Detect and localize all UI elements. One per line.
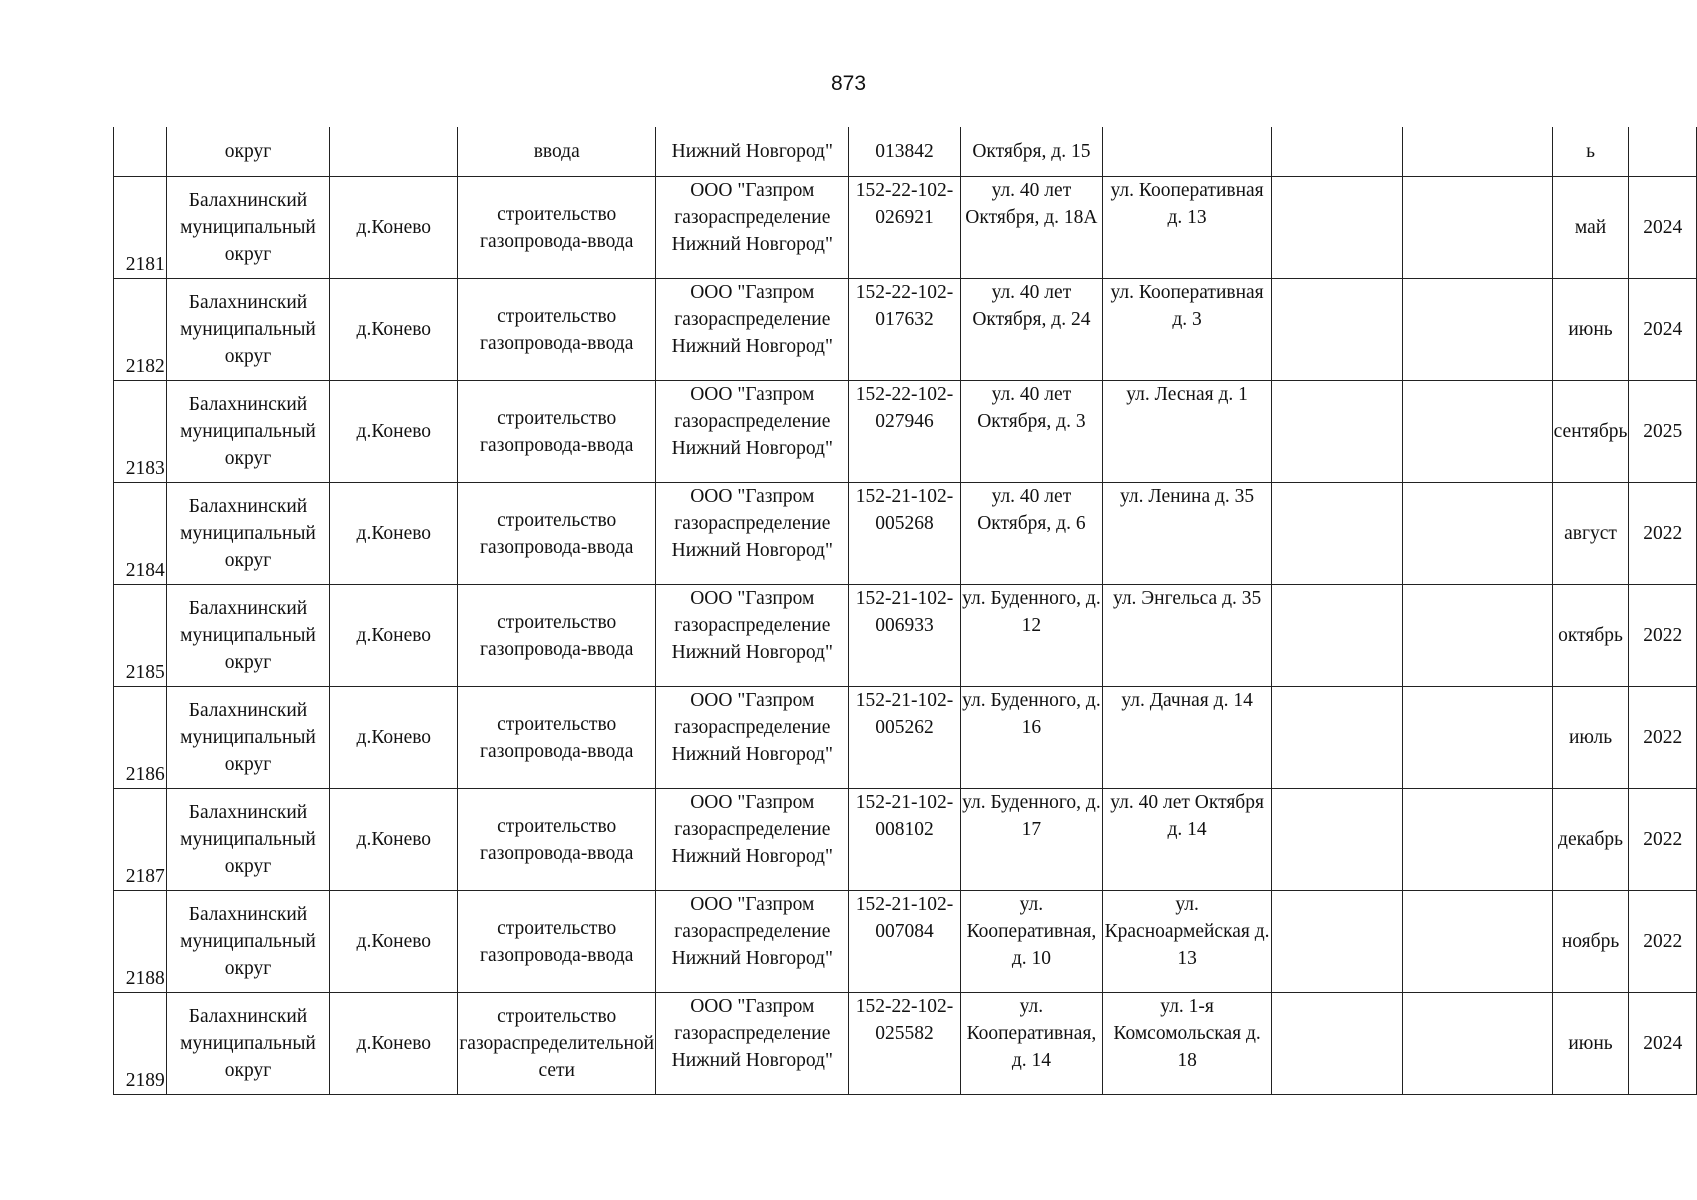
empty-cell [1271, 585, 1403, 687]
object-address-cell: ул. Кооперативная, д. 14 [960, 993, 1103, 1095]
work-type-cell: строительство газопровода-ввода [458, 687, 656, 789]
year-cell: 2025 [1629, 381, 1697, 483]
district-cell: Балахнинский муниципальный округ [166, 177, 330, 279]
operator-cell: ООО "Газпром газораспределение Нижний Новгород" [656, 687, 849, 789]
year-cell: 2022 [1629, 789, 1697, 891]
row-number: 2182 [114, 279, 167, 381]
district-cell: Балахнинский муниципальный округ [166, 483, 330, 585]
object-address-cell: ул. 40 лет Октября, д. 24 [960, 279, 1103, 381]
object-address-cell: ул. Буденного, д. 16 [960, 687, 1103, 789]
empty-cell [1403, 279, 1552, 381]
year-cell: 2022 [1629, 585, 1697, 687]
month-cell: июнь [1552, 279, 1629, 381]
year-cell: 2022 [1629, 483, 1697, 585]
district-cell: Балахнинский муниципальный округ [166, 687, 330, 789]
continued-row [114, 127, 1697, 177]
object-address-cell: ул. Кооперативная, д. 10 [960, 891, 1103, 993]
table-row [114, 483, 1697, 585]
work-type-cell: строительство газопровода-ввода [458, 789, 656, 891]
year-cell [1629, 127, 1697, 177]
operator-cell: ООО "Газпром газораспределение Нижний Новгород" [656, 483, 849, 585]
connect-address-cell: ул. Кооперативная д. 3 [1103, 279, 1272, 381]
code-cell: 152-22-102-026921 [849, 177, 960, 279]
connect-address-cell: ул. Энгельса д. 35 [1103, 585, 1272, 687]
table-row [114, 279, 1697, 381]
empty-cell [1271, 279, 1403, 381]
year-cell: 2024 [1629, 993, 1697, 1095]
month-cell: ноябрь [1552, 891, 1629, 993]
connect-address-cell: ул. Дачная д. 14 [1103, 687, 1272, 789]
object-address-cell: ул. 40 лет Октября, д. 3 [960, 381, 1103, 483]
month-cell: июнь [1552, 993, 1629, 1095]
object-address-cell: ул. 40 лет Октября, д. 18А [960, 177, 1103, 279]
month-cell: июль [1552, 687, 1629, 789]
connect-address-cell: ул. 1-я Комсомольская д. 18 [1103, 993, 1272, 1095]
work-type-cell: строительство газопровода-ввода [458, 585, 656, 687]
row-number: 2184 [114, 483, 167, 585]
locality-cell: д.Конево [330, 381, 458, 483]
month-cell: ь [1552, 127, 1629, 177]
operator-cell: ООО "Газпром газораспределение Нижний Новгород" [656, 279, 849, 381]
code-cell: 152-22-102-025582 [849, 993, 960, 1095]
table-row [114, 687, 1697, 789]
connect-address-cell: ул. Кооперативная д. 13 [1103, 177, 1272, 279]
empty-cell [1271, 381, 1403, 483]
object-address-cell: ул. Буденного, д. 12 [960, 585, 1103, 687]
empty-cell [1271, 687, 1403, 789]
row-number: 2185 [114, 585, 167, 687]
locality-cell: д.Конево [330, 993, 458, 1095]
district-cell: округ [166, 127, 330, 177]
empty-cell [1271, 891, 1403, 993]
work-type-cell: строительство газораспределительной сети [458, 993, 656, 1095]
district-cell: Балахнинский муниципальный округ [166, 585, 330, 687]
locality-cell: д.Конево [330, 177, 458, 279]
month-cell: октябрь [1552, 585, 1629, 687]
empty-cell [1403, 177, 1552, 279]
connect-address-cell: ул. 40 лет Октября д. 14 [1103, 789, 1272, 891]
connect-address-cell [1103, 127, 1272, 177]
empty-cell [1403, 127, 1552, 177]
empty-cell [1271, 993, 1403, 1095]
row-number: 2181 [114, 177, 167, 279]
object-address-cell: ул. 40 лет Октября, д. 6 [960, 483, 1103, 585]
year-cell: 2024 [1629, 279, 1697, 381]
empty-cell [1403, 381, 1552, 483]
code-cell: 152-21-102-005262 [849, 687, 960, 789]
code-cell: 013842 [849, 127, 960, 177]
connect-address-cell: ул. Ленина д. 35 [1103, 483, 1272, 585]
row-number: 2188 [114, 891, 167, 993]
empty-cell [1271, 483, 1403, 585]
connect-address-cell: ул. Красноармейская д. 13 [1103, 891, 1272, 993]
code-cell: 152-21-102-005268 [849, 483, 960, 585]
month-cell: май [1552, 177, 1629, 279]
month-cell: декабрь [1552, 789, 1629, 891]
row-number: 2187 [114, 789, 167, 891]
operator-cell: ООО "Газпром газораспределение Нижний Новгород" [656, 585, 849, 687]
empty-cell [1403, 789, 1552, 891]
year-cell: 2022 [1629, 891, 1697, 993]
code-cell: 152-21-102-006933 [849, 585, 960, 687]
row-number: 2183 [114, 381, 167, 483]
empty-cell [1403, 993, 1552, 1095]
code-cell: 152-22-102-027946 [849, 381, 960, 483]
district-cell: Балахнинский муниципальный округ [166, 891, 330, 993]
work-type-cell: ввода [458, 127, 656, 177]
empty-cell [1403, 891, 1552, 993]
empty-cell [1403, 585, 1552, 687]
district-cell: Балахнинский муниципальный округ [166, 789, 330, 891]
empty-cell [1403, 483, 1552, 585]
work-type-cell: строительство газопровода-ввода [458, 381, 656, 483]
connect-address-cell: ул. Лесная д. 1 [1103, 381, 1272, 483]
operator-cell: ООО "Газпром газораспределение Нижний Новгород" [656, 177, 849, 279]
district-cell: Балахнинский муниципальный округ [166, 381, 330, 483]
code-cell: 152-21-102-007084 [849, 891, 960, 993]
locality-cell [330, 127, 458, 177]
locality-cell: д.Конево [330, 891, 458, 993]
row-number [114, 127, 167, 177]
locality-cell: д.Конево [330, 279, 458, 381]
locality-cell: д.Конево [330, 789, 458, 891]
empty-cell [1271, 177, 1403, 279]
table-row [114, 993, 1697, 1095]
operator-cell: ООО "Газпром газораспределение Нижний Новгород" [656, 381, 849, 483]
gas-connection-table [113, 127, 1697, 1095]
district-cell: Балахнинский муниципальный округ [166, 993, 330, 1095]
code-cell: 152-22-102-017632 [849, 279, 960, 381]
work-type-cell: строительство газопровода-ввода [458, 891, 656, 993]
operator-cell: Нижний Новгород" [656, 127, 849, 177]
locality-cell: д.Конево [330, 585, 458, 687]
year-cell: 2022 [1629, 687, 1697, 789]
locality-cell: д.Конево [330, 483, 458, 585]
district-cell: Балахнинский муниципальный округ [166, 279, 330, 381]
table-row [114, 585, 1697, 687]
empty-cell [1403, 687, 1552, 789]
operator-cell: ООО "Газпром газораспределение Нижний Новгород" [656, 891, 849, 993]
row-number: 2189 [114, 993, 167, 1095]
work-type-cell: строительство газопровода-ввода [458, 279, 656, 381]
empty-cell [1271, 127, 1403, 177]
row-number: 2186 [114, 687, 167, 789]
table-row [114, 381, 1697, 483]
object-address-cell: ул. Буденного, д. 17 [960, 789, 1103, 891]
locality-cell: д.Конево [330, 687, 458, 789]
table-row [114, 891, 1697, 993]
empty-cell [1271, 789, 1403, 891]
month-cell: август [1552, 483, 1629, 585]
operator-cell: ООО "Газпром газораспределение Нижний Новгород" [656, 993, 849, 1095]
operator-cell: ООО "Газпром газораспределение Нижний Новгород" [656, 789, 849, 891]
page-number: 873 [830, 72, 867, 95]
year-cell: 2024 [1629, 177, 1697, 279]
month-cell: сентябрь [1552, 381, 1629, 483]
code-cell: 152-21-102-008102 [849, 789, 960, 891]
object-address-cell: Октября, д. 15 [960, 127, 1103, 177]
work-type-cell: строительство газопровода-ввода [458, 177, 656, 279]
work-type-cell: строительство газопровода-ввода [458, 483, 656, 585]
table-row [114, 177, 1697, 279]
table-row [114, 789, 1697, 891]
